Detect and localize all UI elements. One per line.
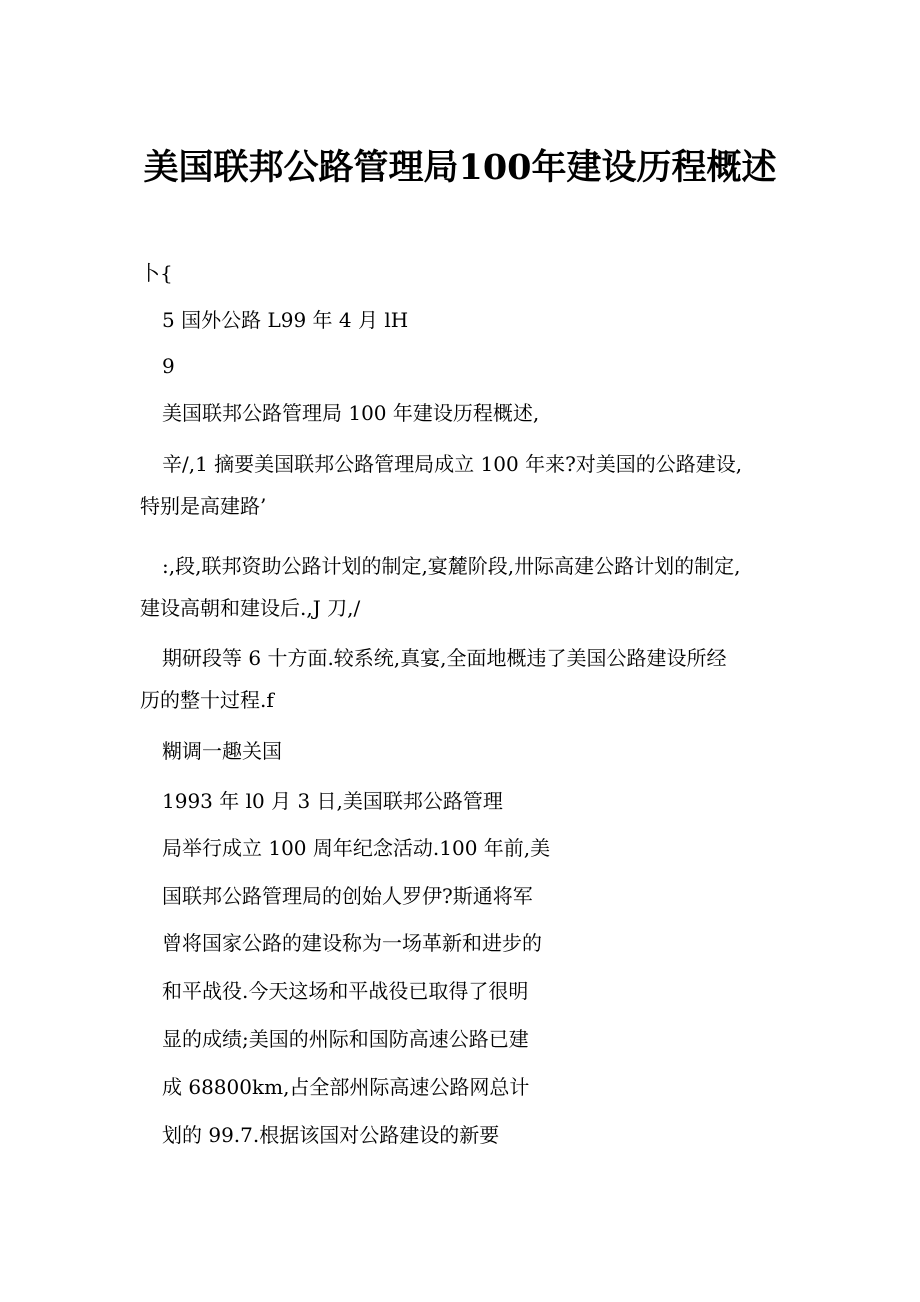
text-line (140, 827, 800, 869)
text-line (140, 875, 800, 917)
text-line (140, 780, 800, 822)
text-line (140, 1114, 800, 1156)
text-line (140, 345, 800, 387)
paragraph (140, 545, 800, 629)
text-line-7: :,段,联邦资助公路计划的制定,宴麓阶段,卅际高建公路计划的制定, (162, 554, 741, 578)
text-line-14: 国联邦公路管理局的创始人罗伊?斯通将军 (162, 884, 533, 908)
text-line-13: 局举行成立 100 周年纪念活动.100 年前,美 (162, 836, 551, 860)
text-line (140, 922, 800, 964)
paragraph (140, 443, 800, 527)
text-line-18: 成 68800km,占全部州际高速公路网总计 (162, 1075, 530, 1099)
text-line (140, 299, 800, 341)
text-line (140, 252, 800, 294)
text-line (140, 1066, 800, 1108)
text-line (140, 392, 800, 434)
text-line-1: 卜{ (140, 261, 173, 285)
text-line (140, 1018, 800, 1060)
text-line-5: 辛/,1 摘要美国联邦公路管理局成立 100 年来?对美国的公路建设, (162, 452, 743, 476)
text-line (140, 730, 800, 772)
text-line-2: 5 国外公路 L99 年 4 月 lH (162, 308, 409, 332)
text-line-10: 历的整十过程.f (140, 688, 274, 712)
text-line-4: 美国联邦公路管理局 100 年建设历程概述, (162, 401, 540, 425)
paragraph (140, 637, 800, 721)
text-line-19: 划的 99.7.根据该国对公路建设的新要 (162, 1123, 500, 1147)
text-line-11: 糊调一趣关国 (162, 739, 282, 763)
document-title: 美国联邦公路管理局100年建设历程概述 (143, 147, 777, 188)
text-line-12: 1993 年 l0 月 3 日,美国联邦公路管理 (162, 789, 503, 813)
text-line-17: 显的成绩;美国的州际和国防高速公路已建 (162, 1027, 529, 1051)
text-line-16: 和平战役.今天这场和平战役已取得了很明 (162, 979, 529, 1003)
text-line-3: 9 (162, 354, 175, 378)
text-line-6: 特别是高建路’ (140, 494, 267, 518)
text-line-9: 期研段等 6 十方面.较系统,真宴,全面地概违了美国公路建设所经 (162, 646, 727, 670)
text-line-15: 曾将国家公路的建设称为一场革新和进步的 (162, 931, 542, 955)
text-line (140, 970, 800, 1012)
text-line-8: 建设高朝和建设后.,J 刀,/ (140, 596, 361, 620)
